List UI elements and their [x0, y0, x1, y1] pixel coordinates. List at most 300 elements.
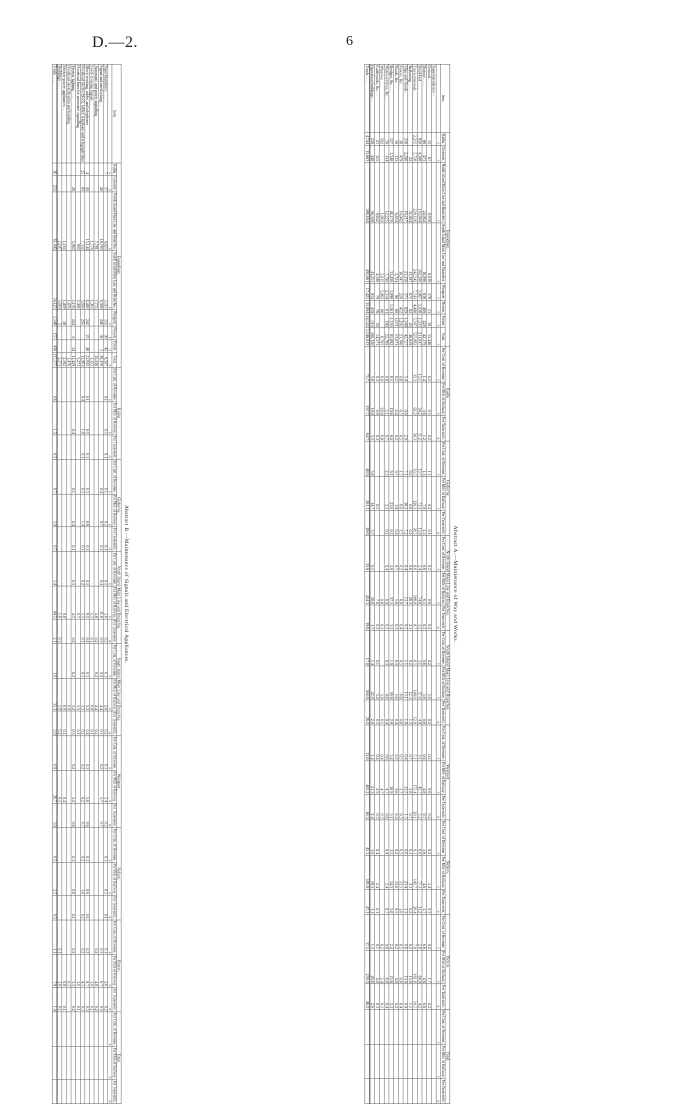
sub-column-header: Per Mile of Railway.	[112, 1047, 117, 1079]
unit-cell: £	[108, 644, 112, 679]
exp-cell: 448	[370, 145, 375, 162]
exp-cell: 429	[422, 314, 427, 328]
total-ratio-cell: 424.3	[365, 571, 370, 605]
exp-cell: 102,200	[418, 223, 423, 283]
ratio-cell: 0.4	[62, 770, 67, 803]
ratio-cell	[94, 895, 99, 920]
unit-cell: d.	[437, 416, 441, 441]
ratio-cell: 6.7	[85, 954, 90, 987]
unit-cell: £	[437, 725, 441, 761]
ratio-cell: 3.8	[370, 441, 375, 477]
ratio-cell: 5.6	[394, 666, 399, 700]
ratio-cell	[71, 1047, 76, 1080]
ratio-cell: 0.2	[427, 346, 432, 382]
ratio-cell: 0.2	[385, 511, 390, 536]
ratio-cell: 0.3	[385, 630, 390, 666]
ratio-cell: 0.2	[85, 920, 90, 955]
exp-cell: 13,397	[408, 223, 413, 283]
ratio-cell: 8.6	[399, 666, 404, 700]
section-header: Total.	[445, 1009, 450, 1104]
exp-cell: 2,314	[385, 283, 390, 300]
total-ratio-cell: 64.7	[365, 416, 370, 441]
unit-cell: £	[437, 346, 441, 382]
exp-cell: 12,225	[385, 162, 390, 222]
total-ratio-cell: 26.2	[365, 700, 370, 725]
exp-cell: 85,892	[389, 328, 394, 347]
ratio-cell: 0.2	[80, 736, 85, 771]
ratio-cell: 0.3	[375, 700, 380, 725]
ratio-cell	[94, 1012, 99, 1047]
ratio-cell	[418, 1079, 423, 1104]
ratio-cell: 13.7	[418, 441, 423, 477]
ratio-cell	[432, 855, 437, 889]
row-item: Ballasting . . . .	[408, 64, 413, 132]
ratio-cell	[80, 1012, 85, 1047]
total-exp-cell: 54,125	[52, 251, 57, 310]
exp-cell: 5,271	[57, 352, 62, 367]
sub-column-header: Per Train-mile.	[112, 620, 117, 643]
ratio-cell	[67, 1047, 72, 1080]
exp-cell: 1,161	[389, 300, 394, 314]
unit-cell: £	[108, 551, 112, 586]
ratio-cell: 8.0	[380, 346, 385, 382]
ratio-cell	[103, 1047, 108, 1080]
ratio-cell: 0.6	[85, 862, 90, 895]
exp-cell: 8,449	[85, 251, 90, 310]
ratio-cell: 0.1	[71, 527, 76, 552]
ratio-cell	[413, 1045, 418, 1079]
exp-cell: 1,333	[418, 314, 423, 328]
ratio-cell	[57, 494, 62, 527]
ratio-cell	[432, 820, 437, 856]
ratio-cell: 7.1	[404, 441, 409, 477]
ratio-cell	[57, 828, 62, 863]
exp-column-header: Gisborne.	[112, 176, 117, 191]
exp-cell: 7,332	[80, 192, 85, 251]
unit-cell: £	[108, 163, 112, 175]
totals-row	[365, 64, 370, 1104]
page-header	[0, 0, 700, 70]
ratio-cell	[62, 920, 67, 955]
ratio-cell: 3.4	[375, 666, 380, 700]
ratio-cell	[94, 1079, 99, 1104]
ratio-cell: 0.1	[62, 987, 67, 1012]
total-ratio-cell: 2.1	[52, 619, 57, 644]
exp-cell: 6	[71, 326, 76, 340]
ratio-cell: 0.3	[85, 459, 90, 494]
section-header: Picton.	[116, 920, 121, 1012]
ratio-cell	[67, 1012, 72, 1047]
exp-cell: 152	[103, 310, 108, 326]
ratio-cell	[90, 770, 95, 803]
total-ratio-cell: 12.6	[365, 725, 370, 761]
total-exp-cell: 4,744	[365, 133, 370, 146]
unit-cell: £	[437, 300, 441, 314]
ratio-cell: 0.1	[103, 551, 108, 586]
sub-column-header: Per Train-mile.	[441, 701, 446, 724]
ratio-cell	[375, 441, 380, 477]
total-exp-cell: 15,663	[365, 145, 370, 162]
exp-cell: 45	[103, 340, 108, 353]
ratio-cell: 37.1	[389, 571, 394, 605]
section-header: Gisborne.	[445, 441, 450, 536]
ratio-cell: 2.0	[103, 678, 108, 711]
item-header: Item.	[441, 64, 450, 132]
ratio-cell: 0.1	[103, 435, 108, 460]
ratio-cell: 30.9	[389, 666, 394, 700]
exp-cell: 85	[80, 175, 85, 192]
ratio-cell: 0.2	[427, 984, 432, 1009]
ratio-cell: 2.4	[389, 914, 394, 950]
row-item: Overhead electrification and bonding	[67, 64, 72, 163]
ratio-cell: 5.8	[408, 761, 413, 795]
ratio-cell: 0.1	[90, 619, 95, 644]
exp-cell: 11,429	[71, 352, 76, 367]
total-ratio-cell	[52, 1012, 57, 1047]
ratio-cell	[62, 367, 67, 402]
exp-cell: 46,659	[408, 328, 413, 347]
row-item: Overhead electric block, tablet, telephone and telegraph lines	[80, 65, 86, 162]
ratio-cell: 5.5	[80, 586, 85, 619]
ratio-cell: 1.0	[90, 954, 95, 987]
ratio-cell: 4.8	[422, 761, 427, 795]
sub-column-header: Per Cent. of Revenue.	[112, 460, 117, 493]
ratio-cell: 0.2	[394, 346, 399, 382]
exp-column-header: Kaihu.	[112, 164, 117, 175]
exp-cell: 510	[370, 314, 375, 328]
ratio-cell: 1.6	[57, 954, 62, 987]
ratio-cell: 5.8	[422, 666, 427, 700]
ratio-cell: 0.1	[90, 711, 95, 736]
unit-cell: £	[437, 162, 441, 222]
ratio-cell: 0.8	[380, 571, 385, 605]
ratio-cell: 120.3	[413, 477, 418, 511]
exp-cell: 216	[404, 133, 409, 146]
ratio-cell: 7.0	[413, 914, 418, 950]
ratio-cell: 0.1	[76, 711, 81, 736]
ratio-cell: 0.3	[375, 795, 380, 820]
exp-cell: 166	[385, 314, 390, 328]
exp-cell: 24,064	[422, 162, 427, 222]
ratio-cell: 0.3	[422, 605, 427, 630]
ratio-cell: 0.1	[427, 511, 432, 536]
unit-cell: d.	[437, 795, 441, 820]
exp-cell: 2,290	[404, 145, 409, 162]
ratio-cell: 74.6	[418, 571, 423, 605]
ratio-cell: 0.5	[394, 889, 399, 914]
ratio-cell: 1.1	[404, 630, 409, 666]
exp-cell: 134	[385, 145, 390, 162]
row-item: Roads, &c. . .	[394, 64, 399, 132]
ratio-cell	[57, 1012, 62, 1047]
total-ratio-cell	[52, 1079, 57, 1104]
section-header: Nelson.	[116, 828, 121, 920]
ratio-cell: 30.9	[389, 761, 394, 795]
exp-cell: 246	[99, 310, 104, 326]
ratio-cell: 6.5	[422, 571, 427, 605]
ratio-cell: 0.4	[399, 605, 404, 630]
ratio-cell	[57, 803, 62, 828]
ratio-cell: 20.9	[380, 382, 385, 416]
exp-cell: 5,728	[413, 145, 418, 162]
ratio-cell: 0.2	[71, 987, 76, 1012]
ratio-cell: 1.3	[408, 700, 413, 725]
ratio-cell: 0.7	[394, 441, 399, 477]
ratio-cell: 0.5	[399, 725, 404, 761]
ratio-cell: 0.1	[99, 527, 104, 552]
table-row	[375, 64, 380, 1104]
sub-column-header: Per Train-mile.	[112, 804, 117, 827]
ratio-cell: 0.1	[90, 987, 95, 1012]
ratio-cell: 2.3	[389, 984, 394, 1009]
unit-cell: d.	[437, 511, 441, 536]
ratio-cell: 3.4	[404, 346, 409, 382]
exp-cell: 13	[427, 133, 432, 146]
unit-cell: £	[437, 477, 441, 511]
unit-cell: £	[108, 310, 112, 326]
ratio-cell	[99, 1079, 104, 1104]
ratio-cell: 0.5	[399, 416, 404, 441]
ratio-cell: 9.1	[389, 441, 394, 477]
total-ratio-cell: 1.1	[52, 920, 57, 955]
ratio-cell	[62, 644, 67, 679]
exp-cell: 2,592	[62, 352, 67, 367]
ratio-cell	[94, 1047, 99, 1080]
section-header: Kaihu.	[116, 367, 121, 459]
unit-cell: £	[108, 192, 112, 251]
exp-cell	[62, 163, 67, 175]
total-ratio-cell: 45.1	[365, 820, 370, 856]
ratio-cell: 6.5	[389, 511, 394, 536]
ratio-cell: 1.6	[57, 586, 62, 619]
ratio-cell: 0.6	[404, 914, 409, 950]
ratio-cell: 1.3	[370, 914, 375, 950]
ratio-cell: 2.0	[370, 700, 375, 725]
total-exp-cell: 36	[52, 163, 57, 175]
ratio-cell: 0.2	[427, 795, 432, 820]
exp-cell: 8,508	[99, 251, 104, 310]
total-ratio-cell: 26.7	[52, 770, 57, 803]
exp-column-header: Westport.	[441, 284, 446, 300]
row-item: Overhead lines for automatic signalling	[76, 64, 81, 163]
exp-cell: 9,632	[375, 162, 380, 222]
exp-cell: 22,769	[385, 328, 390, 347]
ratio-cell: 1.9	[389, 630, 394, 666]
ratio-cell: 6.0	[389, 416, 394, 441]
ratio-cell	[90, 895, 95, 920]
ratio-cell	[432, 666, 437, 700]
sub-column-header: Per Train-mile.	[441, 511, 446, 535]
ratio-cell: 2.3	[385, 441, 390, 477]
ratio-cell	[62, 895, 67, 920]
row-item: Water-services, &c. . .	[385, 64, 390, 132]
ratio-cell: 0.2	[408, 511, 413, 536]
table-row	[57, 64, 62, 1104]
exp-cell: 31,430	[389, 223, 394, 283]
ratio-cell	[394, 1045, 399, 1079]
exp-cell: 7,543	[413, 283, 418, 300]
ratio-cell: 0.6	[422, 914, 427, 950]
ratio-cell	[80, 1079, 85, 1104]
ratio-cell: 0.1	[71, 551, 76, 586]
exp-cell	[94, 163, 99, 175]
exp-cell: 5	[57, 310, 62, 326]
ratio-cell	[408, 1045, 413, 1079]
exp-cell: 22	[408, 145, 413, 162]
ratio-cell: 0.4	[71, 494, 76, 527]
unit-cell: £	[108, 920, 112, 955]
unit-cell: £	[108, 340, 112, 353]
ratio-cell: 0.1	[71, 895, 76, 920]
ratio-cell: 0.2	[80, 920, 85, 955]
sub-column-header: Per Cent. of Revenue.	[112, 644, 117, 678]
ratio-cell: 0.5	[99, 987, 104, 1012]
ratio-cell: 0.3	[85, 402, 90, 435]
ratio-cell	[99, 1047, 104, 1080]
exp-cell: 220	[399, 283, 404, 300]
exp-cell: 4,398	[418, 145, 423, 162]
exp-cell: 378	[427, 283, 432, 300]
ratio-cell	[71, 367, 76, 402]
sub-column-header: Per Cent. of Revenue.	[112, 368, 117, 401]
ratio-cell	[57, 736, 62, 771]
unit-cell: £	[437, 666, 441, 700]
sub-column-header: Per Cent. of Revenue.	[441, 726, 446, 760]
ratio-cell: 1.5	[399, 511, 404, 536]
exp-cell: 1,071	[394, 314, 399, 328]
row-item: General . . . .	[427, 64, 432, 132]
exp-cell: 10,042	[399, 162, 404, 222]
ratio-cell	[57, 895, 62, 920]
exp-cell: 211,047	[418, 328, 423, 347]
ratio-cell	[370, 1009, 375, 1045]
ratio-cell: 0.5	[399, 914, 404, 950]
ratio-cell: 13.1	[399, 855, 404, 889]
ratio-cell: 0.1	[103, 828, 108, 863]
ratio-cell: 4.3	[71, 586, 76, 619]
exp-cell: 228,126	[413, 162, 418, 222]
ratio-cell: 0.1	[375, 914, 380, 950]
ratio-cell: 0.3	[375, 416, 380, 441]
ratio-cell	[389, 1009, 394, 1045]
exp-cell: 34	[71, 340, 76, 353]
sub-column-header: Per Train-mile.	[112, 1080, 117, 1103]
ratio-cell	[94, 402, 99, 435]
ratio-cell: 3.3	[408, 855, 413, 889]
exp-cell: 1,770	[90, 192, 95, 251]
ratio-cell	[62, 828, 67, 863]
exp-cell: 20	[408, 314, 413, 328]
total-ratio-cell: 46.3	[365, 795, 370, 820]
ratio-cell: 0.3	[394, 630, 399, 666]
ratio-cell	[404, 1045, 409, 1079]
unit-cell: £	[437, 328, 441, 347]
total-ratio-cell: 13.6	[365, 536, 370, 572]
ratio-cell: 13.9	[418, 511, 423, 536]
ratio-cell	[57, 862, 62, 895]
total-ratio-cell: 49.6	[365, 511, 370, 536]
ratio-cell	[90, 736, 95, 771]
sub-column-header: Per Mile of Railway.	[441, 951, 446, 983]
exp-cell: 5,176	[71, 251, 76, 310]
ratio-cell: 13.1	[418, 346, 423, 382]
exp-cell: 8,938	[427, 162, 432, 222]
sub-column-header: Per Cent. of Revenue.	[112, 736, 117, 770]
ratio-cell	[380, 1045, 385, 1079]
exp-cell: 48	[85, 340, 90, 353]
ratio-cell: 0.1	[375, 889, 380, 914]
total-ratio-cell: 47.1	[365, 889, 370, 914]
ratio-cell: 2.1	[408, 605, 413, 630]
ratio-cell: 0.1	[103, 527, 108, 552]
ratio-cell: 0.5	[427, 382, 432, 416]
ratio-cell: 0.2	[94, 619, 99, 644]
total-exp-cell: 586,164	[365, 162, 370, 222]
exp-cell: 18	[62, 310, 67, 326]
total-ratio-cell: 185.8	[365, 855, 370, 889]
table-row	[399, 64, 404, 1104]
ratio-cell	[432, 346, 437, 382]
ratio-cell	[90, 803, 95, 828]
ratio-cell	[57, 1079, 62, 1104]
exp-cell	[90, 163, 95, 175]
ratio-cell: 0.4	[99, 459, 104, 494]
exp-cell	[76, 340, 81, 353]
item-header: Item.	[112, 64, 121, 163]
exp-cell: 5,963	[71, 192, 76, 251]
unit-cell: £	[108, 1047, 112, 1080]
ratio-cell: 64.9	[418, 950, 423, 984]
exp-cell: 86	[422, 133, 427, 146]
ratio-cell: 0.1	[85, 551, 90, 586]
ratio-cell: 2.4	[375, 855, 380, 889]
ratio-cell	[399, 1079, 404, 1104]
ratio-cell: 3.1	[418, 725, 423, 761]
sub-column-header: Per Cent. of Revenue.	[441, 1010, 446, 1044]
ratio-cell: 13.5	[404, 761, 409, 795]
exp-cell: 103,004	[418, 162, 423, 222]
ratio-cell: 0.2	[408, 914, 413, 950]
exp-cell: 7,775	[94, 251, 99, 310]
exp-column-header: Kaihu.	[441, 133, 446, 145]
ratio-cell: 0.2	[408, 441, 413, 477]
ratio-cell: 0.9	[404, 984, 409, 1009]
row-item: Superintendence—	[432, 64, 437, 132]
sub-column-header: Per Cent. of Revenue.	[112, 920, 117, 954]
ratio-cell: 0.1	[85, 367, 90, 402]
ratio-cell	[389, 1045, 394, 1079]
ratio-cell	[90, 551, 95, 586]
exp-cell: 21	[375, 133, 380, 146]
ratio-cell: 20.8	[370, 950, 375, 984]
sub-column-header: Per Mile of Railway.	[441, 856, 446, 889]
sub-column-header: Per Mile of Railway.	[112, 955, 117, 987]
exp-cell: 419	[370, 300, 375, 314]
ratio-cell: 3.3	[404, 889, 409, 914]
ratio-cell: 3.6	[103, 586, 108, 619]
exp-cell: 14,573	[375, 328, 380, 347]
ratio-cell: 1.6	[422, 820, 427, 856]
ratio-cell: 0.8	[385, 346, 390, 382]
table-row	[103, 64, 108, 1104]
ratio-cell: 0.5	[370, 536, 375, 572]
unit-cell: £	[437, 630, 441, 666]
exp-cell: 18,793	[99, 192, 104, 251]
ratio-cell: 0.2	[103, 619, 108, 644]
total-ratio-cell: 1.9	[52, 644, 57, 679]
exp-column-header: Nelson.	[441, 301, 446, 314]
ratio-cell: 21.3	[370, 761, 375, 795]
